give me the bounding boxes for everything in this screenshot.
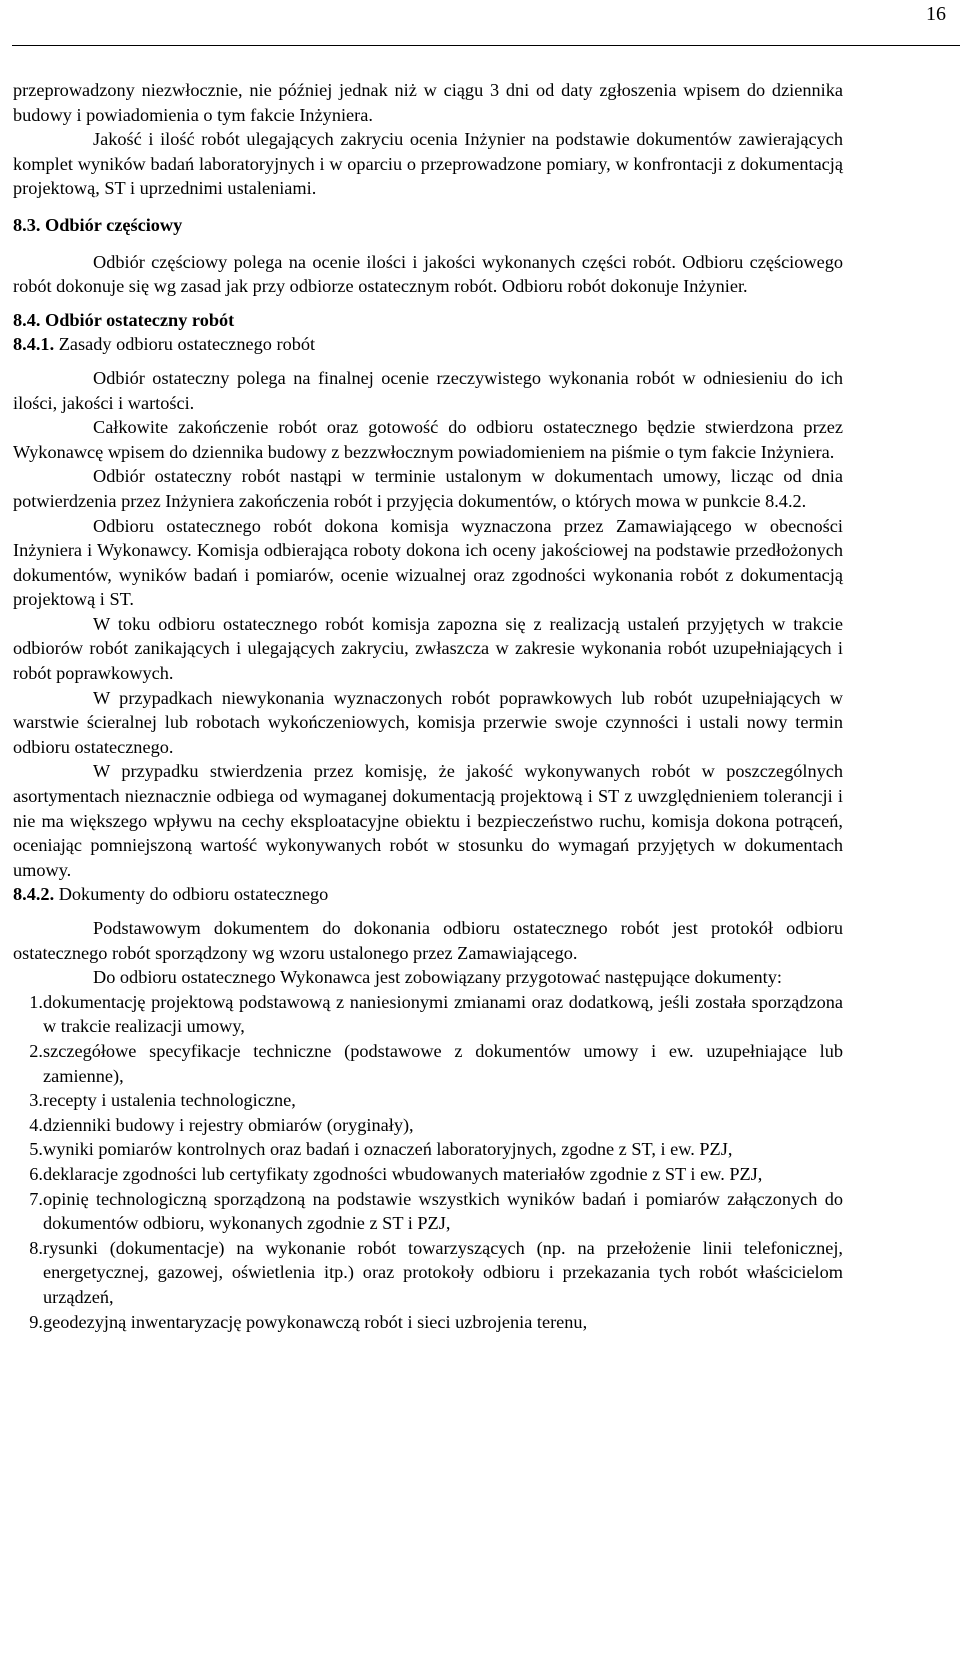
list-item-text: geodezyjną inwentaryzację powykonawczą robót i sieci uzbrojenia terenu,: [43, 1311, 588, 1332]
paragraph-quality-deductions: W przypadku stwierdzenia przez komisję, że jakość wykonywanych robót w poszczególnych asortymentach nieznacznie odbiega od wymaganej dokumentacją projektową i ST z uwzględnieniem tolerancji i nie ma większego wpływu na cechy eksploatacyjne obiektu i bezpieczeństwo ruchu, komisja dokona potrąceń, oceniając pomniejszoną wartość wykonywanych robót w stosunku do wymagań przyjętych w dokumentach umowy.: [13, 761, 843, 880]
list-item-text: dokumentację projektową podstawową z naniesionymi zmianami oraz dodatkową, jeśli została sporządzona w trakcie realizacji umowy,: [43, 991, 843, 1037]
paragraph-corrective-works: W przypadkach niewykonania wyznaczonych robót poprawkowych lub robót uzupełniających w warstwie ścieralnej lub robotach wykończeniowych, komisja przerwie swoje czynności i ustali nowy termin odbioru ostatecznego.: [13, 687, 843, 757]
list-item: [13, 1113, 843, 1138]
list-item-number: 5.: [29, 1139, 43, 1160]
paragraph-acceptance-date: Odbiór ostateczny robót nastąpi w terminie ustalonym w dokumentach umowy, licząc od dnia potwierdzenia przez Inżyniera zakończenia robót i przyjęcia dokumentów, o których mowa w punkcie 8.4.2.: [13, 466, 843, 511]
list-item-text: deklaracje zgodności lub certyfikaty zgodności wbudowanych materiałów zgodnie z ST i ew. PZJ,: [43, 1163, 763, 1184]
header-rule: [12, 45, 960, 46]
subsection-title: Zasady odbioru ostatecznego robót: [54, 334, 316, 355]
paragraph-completion-readiness: Całkowite zakończenie robót oraz gotowość do odbioru ostatecznego będzie stwierdzona przez Wykonawcę wpisem do dziennika budowy z bezzwłocznym powiadomieniem na piśmie o tym fakcie Inżyniera.: [13, 417, 843, 462]
list-item-number: 9.: [29, 1311, 43, 1332]
subsection-number: 8.4.1.: [13, 334, 55, 355]
document-body: [13, 78, 843, 1334]
subsection-number: 8.4.2.: [13, 884, 55, 905]
list-item: [13, 1310, 843, 1335]
subsection-heading-8-4-2: [13, 882, 843, 907]
list-item: [13, 1162, 843, 1187]
paragraph-hidden-works-assessment: Jakość i ilość robót ulegających zakryciu ocenia Inżynier na podstawie dokumentów zawierających komplet wyników badań laboratoryjnych i w oparciu o przeprowadzone pomiary, w konfrontacji z dokumentacją projektową, ST i uprzednimi ustaleniami.: [13, 129, 843, 199]
list-item-text: wyniki pomiarów kontrolnych oraz badań i oznaczeń laboratoryjnych, zgodne z ST, i ew. PZJ,: [43, 1139, 733, 1160]
list-item: [13, 1236, 843, 1310]
paragraph-required-documents: Do odbioru ostatecznego Wykonawca jest zobowiązany przygotować następujące dokumenty:: [93, 967, 782, 988]
list-item: [13, 990, 843, 1039]
paragraph-acceptance-protocol: Podstawowym dokumentem do dokonania odbioru ostatecznego robót jest protokół odbioru ostatecznego robót sporządzony wg wzoru ustalonego przez Zamawiającego.: [13, 918, 843, 963]
list-item-number: 8.: [29, 1237, 43, 1258]
list-item-text: rysunki (dokumentacje) na wykonanie robót towarzyszących (np. na przełożenie linii telefonicznej, energetycznej, gazowej, oświetlenia itp.) oraz protokoły odbioru i przekazania tych robót właścicielom urządzeń,: [43, 1237, 843, 1307]
list-item-number: 3.: [29, 1090, 43, 1111]
section-heading-8-3: 8.3. Odbiór częściowy: [13, 214, 183, 235]
paragraph-committee-review: W toku odbioru ostatecznego robót komisja zapozna się z realizacją ustaleń przyjętych w trakcie odbiorów robót zanikających i ulegających zakryciu, zwłaszcza w zakresie wykonania robót uzupełniających i robót poprawkowych.: [13, 613, 843, 684]
list-item-number: 2.: [29, 1040, 43, 1061]
paragraph-partial-acceptance: Odbiór częściowy polega na ocenie ilości i jakości wykonanych części robót. Odbioru częściowego robót dokonuje się wg zasad jak przy odbiorze ostatecznym robót. Odbioru robót dokonuje Inżynier.: [13, 251, 843, 297]
paragraph-final-acceptance: Odbiór ostateczny polega na finalnej ocenie rzeczywistego wykonania robót w odniesieniu do ich ilości, jakości i wartości.: [13, 367, 843, 413]
list-item-text: szczegółowe specyfikacje techniczne (podstawowe z dokumentów umowy i ew. uzupełniające lub zamienne),: [43, 1040, 843, 1086]
paragraph-continuation: przeprowadzony niezwłocznie, nie później jednak niż w ciągu 3 dni od daty zgłoszenia wpisem do dziennika budowy i powiadomienia o tym fakcie Inżyniera.: [13, 80, 843, 125]
list-item: [13, 1187, 843, 1236]
paragraph-acceptance-committee: Odbioru ostatecznego robót dokona komisja wyznaczona przez Zamawiającego w obecności Inżyniera i Wykonawcy. Komisja odbierająca roboty dokona ich oceny jakościowej na podstawie przedłożonych dokumentów, wyników badań i pomiarów, ocenie wizualnej oraz zgodności wykonania robót z dokumentacją projektową i ST.: [13, 515, 843, 610]
list-item-text: dzienniki budowy i rejestry obmiarów (oryginały),: [43, 1114, 414, 1135]
list-item-number: 6.: [29, 1163, 43, 1184]
required-documents-list: [13, 990, 843, 1334]
section-heading-8-4: 8.4. Odbiór ostateczny robót: [13, 309, 235, 330]
list-item-number: 1.: [29, 991, 43, 1012]
list-item-number: 7.: [29, 1188, 43, 1209]
list-item: [13, 1039, 843, 1088]
list-item-text: opinię technologiczną sporządzoną na podstawie wszystkich wyników badań i pomiarów załączonych do dokumentów odbioru, wykonanych zgodnie z ST i PZJ,: [43, 1188, 843, 1234]
page-number: 16: [926, 3, 946, 25]
subsection-heading-8-4-1: [13, 332, 843, 357]
list-item: [13, 1088, 843, 1113]
list-item-number: 4.: [29, 1114, 43, 1135]
list-item: [13, 1137, 843, 1162]
subsection-title: Dokumenty do odbioru ostatecznego: [54, 884, 329, 905]
list-item-text: recepty i ustalenia technologiczne,: [43, 1090, 296, 1111]
